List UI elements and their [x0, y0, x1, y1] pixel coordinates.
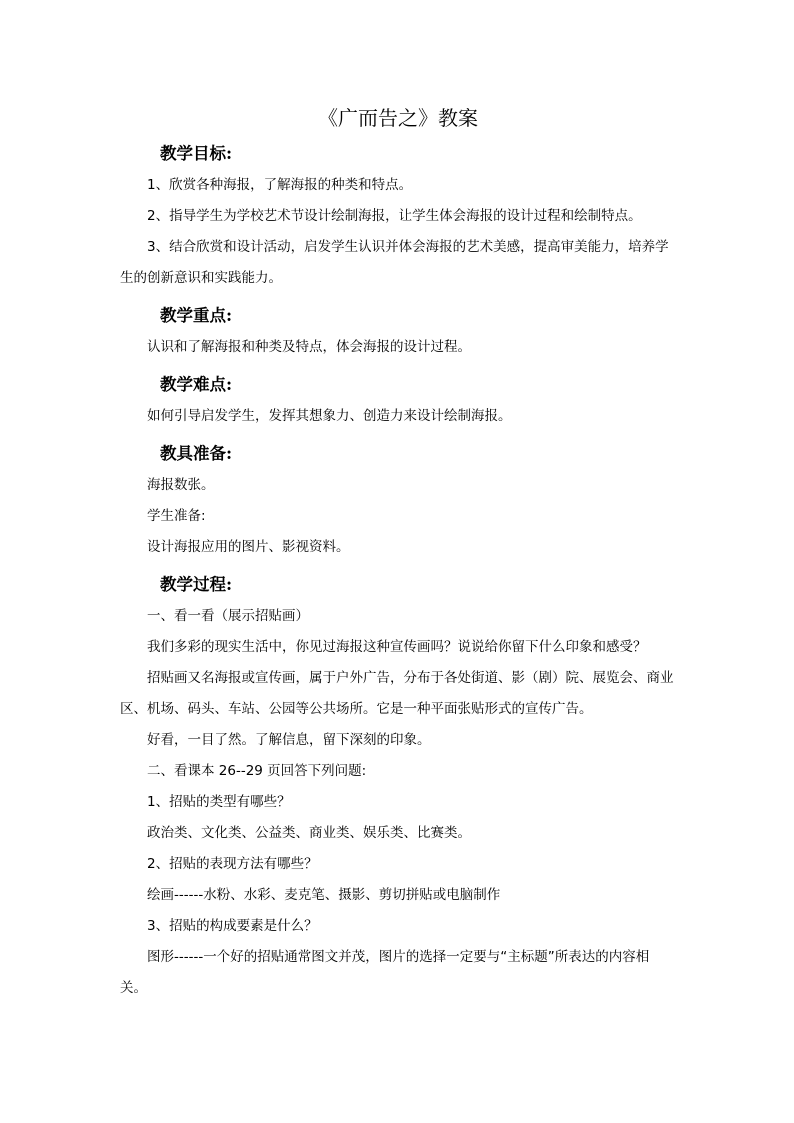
objective-item-2: 2、指导学生为学校艺术节设计绘制海报，让学生体会海报的设计过程和绘制特点。	[147, 208, 642, 224]
objective-item-3: 3、结合欣赏和设计活动，启发学生认识并体会海报的艺术美感，提高审美能力，培养学生的创新意识和实践能力。	[120, 239, 669, 286]
process-line-10: 3、招贴的构成要素是什么？	[147, 918, 318, 934]
process-line-8: 2、招贴的表现方法有哪些？	[147, 856, 318, 872]
materials-line-2: 学生准备:	[147, 508, 206, 524]
process-line-3: 招贴画又名海报或宣传画，属于户外广告，分布于各处街道、影（剧）院、展览会、商业区、机场、码头、车站、公园等公共场所。它是一种平面张贴形式的宣传广告。	[120, 670, 674, 717]
process-line-9: 绘画------水粉、水彩、麦克笔、摄影、剪切拼贴或电脑制作	[147, 887, 501, 903]
key-points-text: 认识和了解海报和种类及特点，体会海报的设计过程。	[147, 339, 471, 355]
process-line-11: 图形------一个好的招贴通常图文并茂，图片的选择一定要与“主标题”所表达的内容相关。	[120, 949, 650, 996]
objective-item-1: 1、欣赏各种海报，了解海报的种类和特点。	[147, 177, 413, 193]
heading-process: 教学过程:	[160, 575, 233, 594]
process-line-5: 二、看课本 26--29 页回答下列问题:	[147, 763, 367, 779]
difficulties-text: 如何引导启发学生，发挥其想象力、创造力来设计绘制海报。	[147, 408, 512, 424]
heading-difficulties: 教学难点:	[160, 375, 233, 394]
heading-materials: 教具准备:	[160, 444, 233, 463]
heading-key-points: 教学重点:	[160, 306, 233, 325]
materials-line-1: 海报数张。	[147, 477, 215, 493]
heading-objectives: 教学目标:	[160, 144, 233, 163]
document-page	[120, 98, 676, 1004]
process-line-4: 好看，一目了然。了解信息，留下深刻的印象。	[147, 732, 431, 748]
process-line-1: 一、看一看（展示招贴画）	[147, 608, 309, 624]
process-line-6: 1、招贴的类型有哪些？	[147, 794, 291, 810]
process-line-7: 政治类、文化类、公益类、商业类、娱乐类、比赛类。	[147, 825, 471, 841]
process-line-2: 我们多彩的现实生活中，你见过海报这种宣传画吗？说说给你留下什么印象和感受？	[147, 639, 647, 655]
document-title: 《广而告之》教案	[318, 106, 478, 130]
materials-line-3: 设计海报应用的图片、影视资料。	[147, 539, 350, 555]
